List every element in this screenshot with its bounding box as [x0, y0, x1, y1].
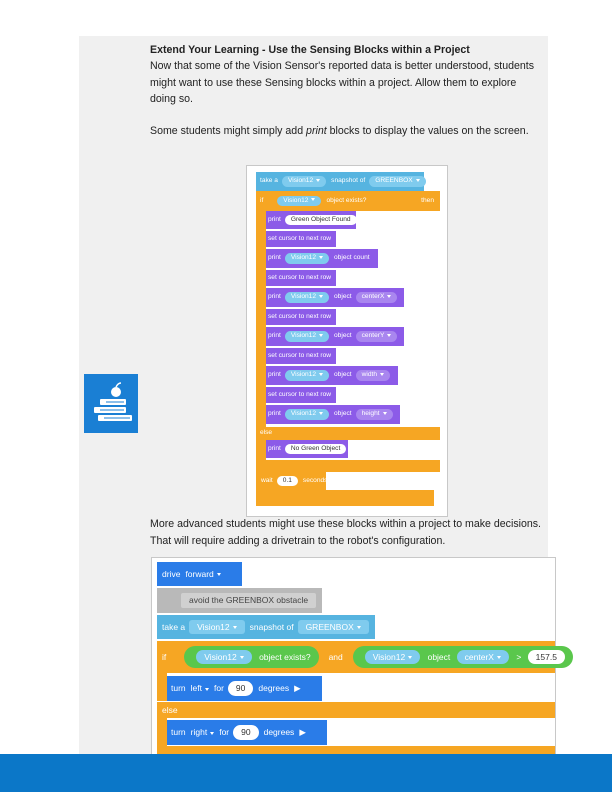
paragraph-2: Some students might simply add print blocks to display the values on the screen.	[150, 125, 529, 137]
print-no-green-block: print No Green Object	[266, 440, 348, 458]
set-cursor-block: set cursor to next row	[266, 309, 336, 325]
set-cursor-block: set cursor to next row	[266, 231, 336, 247]
comment-block: avoid the GREENBOX obstacle	[157, 588, 322, 613]
footer-bar	[0, 754, 612, 792]
paragraph-1: Now that some of the Vision Sensor's reported data is better understood, students might want to use these Sensing blocks within a project. Allow them to explore doing so.	[150, 60, 535, 105]
if-block: if Vision12 object exists? and Vision12 object centerX > 157.5	[157, 641, 555, 673]
script-end	[256, 490, 434, 506]
take-snapshot-block: take a Vision12 snapshot of GREENBOX	[256, 172, 424, 191]
wait-block: wait 0.1 seconds	[256, 472, 326, 490]
print-height-block: print Vision12 object height	[266, 405, 400, 424]
print-found-block: print Green Object Found	[266, 211, 356, 229]
set-cursor-block: set cursor to next row	[266, 348, 336, 364]
else-block: else	[157, 702, 555, 718]
else-arm	[256, 440, 266, 460]
code-screenshot-1	[246, 165, 448, 517]
if-end	[256, 460, 440, 472]
set-cursor-block: set cursor to next row	[266, 387, 336, 403]
print-centerx-block: print Vision12 object centerX	[266, 288, 404, 307]
paragraph-3: More advanced students might use these blocks within a project to make decisions. That will require adding a drivetrain to the robot's configuration.	[150, 518, 541, 547]
print-centery-block: print Vision12 object centerY	[266, 327, 404, 346]
turn-right-block: turn right for 90 degrees ▶	[167, 720, 327, 745]
set-cursor-block: set cursor to next row	[266, 270, 336, 286]
print-width-block: print Vision12 object width	[266, 366, 398, 385]
code-screenshot-2	[151, 557, 556, 772]
section-title: Extend Your Learning - Use the Sensing Blocks within a Project	[150, 44, 470, 56]
if-block: if Vision12 object exists? then	[256, 191, 440, 211]
if-arm	[256, 211, 266, 427]
take-snapshot-block: take a Vision12 snapshot of GREENBOX	[157, 615, 375, 639]
drive-block: drive forward	[157, 562, 242, 586]
if-arm	[157, 673, 167, 701]
books-apple-icon	[84, 374, 138, 433]
turn-left-block: turn left for 90 degrees ▶	[167, 676, 322, 701]
print-emphasis: print	[306, 125, 327, 137]
print-count-block: print Vision12 object count	[266, 249, 378, 268]
else-block: else	[256, 427, 440, 440]
else-arm	[157, 718, 167, 746]
